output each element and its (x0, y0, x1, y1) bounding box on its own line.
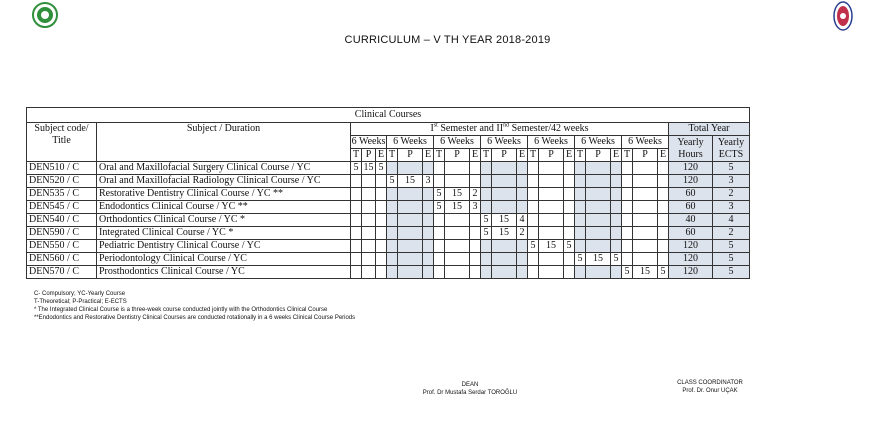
tpe-cell (434, 266, 445, 279)
tpe-cell (434, 175, 445, 188)
tpe-cell (387, 201, 398, 214)
tpe-cell (387, 162, 398, 175)
table-row (27, 240, 750, 253)
tpe-cell (517, 162, 528, 175)
tpe-cell (481, 201, 492, 214)
coordinator-signature (650, 379, 770, 395)
tpe-cell (434, 214, 445, 227)
tpe-cell (470, 175, 481, 188)
course-title: Endodontics Clinical Course / YC ** (97, 201, 351, 214)
yearly-hours: 60 (669, 188, 713, 201)
tpe-cell (423, 227, 434, 240)
tpe-cell (492, 240, 517, 253)
yearly-ects: 5 (713, 266, 750, 279)
tpe-cell: 5 (622, 266, 633, 279)
tpe-cell (539, 201, 564, 214)
tpe-cell (575, 175, 586, 188)
tpe-cell (622, 214, 633, 227)
tpe-label: T (575, 149, 586, 162)
coordinator-role: CLASS COORDINATOR (677, 380, 743, 386)
tpe-cell: 5 (481, 227, 492, 240)
tpe-cell (492, 188, 517, 201)
tpe-cell (398, 214, 423, 227)
yearly-ects: 2 (713, 227, 750, 240)
tpe-cell (376, 240, 387, 253)
course-code: DEN535 / C (27, 188, 97, 201)
tpe-cell (470, 253, 481, 266)
tpe-cell (445, 240, 470, 253)
title-column-header: Subject / Duration (97, 123, 351, 162)
yearly-hours: 120 (669, 162, 713, 175)
tpe-cell (351, 253, 362, 266)
tpe-label: T (434, 149, 445, 162)
tpe-cell (528, 227, 539, 240)
tpe-cell (586, 240, 611, 253)
tpe-cell (528, 175, 539, 188)
tpe-label: E (564, 149, 575, 162)
dean-name: Prof. Dr Mustafa Serdar TOROĞLU (422, 390, 518, 396)
tpe-cell (481, 162, 492, 175)
tpe-label: T (528, 149, 539, 162)
semester-header-text: Semester and II (437, 123, 504, 134)
tpe-cell (517, 266, 528, 279)
tpe-cell (376, 253, 387, 266)
yearly-hours: 60 (669, 201, 713, 214)
yearly-ects: 5 (713, 253, 750, 266)
yearly-ects-header (713, 136, 750, 162)
yearly-ects: 5 (713, 162, 750, 175)
tpe-cell (564, 253, 575, 266)
tpe-cell (481, 253, 492, 266)
tpe-cell (528, 266, 539, 279)
tpe-label: P (445, 149, 470, 162)
tpe-cell (611, 214, 622, 227)
table-row (27, 175, 750, 188)
tpe-cell (376, 175, 387, 188)
tpe-cell (564, 266, 575, 279)
tpe-cell (611, 175, 622, 188)
tpe-cell (387, 240, 398, 253)
tpe-cell (586, 175, 611, 188)
tpe-cell (633, 188, 658, 201)
tpe-cell (398, 188, 423, 201)
tpe-cell (564, 214, 575, 227)
tpe-cell (423, 162, 434, 175)
tpe-cell (586, 188, 611, 201)
university-logo-right (833, 1, 853, 31)
footnote: * The Integrated Clinical Course is a three-week course conducted jointly with the Orthodontics Clinical Course (34, 307, 328, 313)
tpe-cell (517, 240, 528, 253)
course-code: DEN540 / C (27, 214, 97, 227)
tpe-cell (658, 227, 669, 240)
tpe-cell (362, 266, 376, 279)
tpe-cell (481, 266, 492, 279)
tpe-cell (387, 227, 398, 240)
course-title: Oral and Maxillofacial Radiology Clinical Course / YC (97, 175, 351, 188)
tpe-cell (658, 253, 669, 266)
tpe-cell: 15 (445, 188, 470, 201)
tpe-cell: 15 (445, 201, 470, 214)
tpe-cell (586, 201, 611, 214)
tpe-cell (539, 227, 564, 240)
tpe-cell: 2 (517, 227, 528, 240)
tpe-cell (362, 214, 376, 227)
tpe-cell (445, 162, 470, 175)
yearly-hours: 120 (669, 253, 713, 266)
tpe-cell (351, 266, 362, 279)
tpe-cell: 5 (387, 175, 398, 188)
table-row (27, 227, 750, 240)
tpe-cell (445, 175, 470, 188)
tpe-cell (539, 188, 564, 201)
tpe-cell (658, 175, 669, 188)
tpe-cell (351, 201, 362, 214)
tpe-label: E (470, 149, 481, 162)
coordinator-name: Prof. Dr. Onur UÇAK (682, 388, 738, 394)
tpe-cell (622, 201, 633, 214)
tpe-cell (362, 253, 376, 266)
tpe-cell (492, 253, 517, 266)
block-label: 6 Weeks (387, 136, 434, 149)
tpe-cell (398, 162, 423, 175)
tpe-label: P (362, 149, 376, 162)
tpe-cell (362, 227, 376, 240)
tpe-cell (528, 188, 539, 201)
tpe-label: P (539, 149, 564, 162)
tpe-cell (434, 162, 445, 175)
dean-role: DEAN (461, 382, 479, 388)
faculty-logo-left (32, 2, 58, 28)
yearly-hours: 120 (669, 175, 713, 188)
tpe-cell (622, 162, 633, 175)
ordinal-suffix: nd (503, 122, 510, 129)
tpe-cell (633, 175, 658, 188)
tpe-cell (611, 162, 622, 175)
yearly-hours: 120 (669, 240, 713, 253)
tpe-cell (470, 162, 481, 175)
tpe-cell: 15 (363, 162, 374, 173)
footnote: C- Compulsory; YC-Yearly Course (34, 291, 126, 297)
tpe-cell (362, 175, 376, 188)
tpe-cell (611, 266, 622, 279)
tpe-cell (575, 188, 586, 201)
ordinal-suffix: st (433, 122, 438, 129)
course-title: Orthodontics Clinical Course / YC * (97, 214, 351, 227)
tpe-cell (586, 162, 611, 175)
tpe-cell: 5 (611, 253, 622, 266)
curriculum-table (26, 107, 750, 279)
tpe-cell (481, 240, 492, 253)
tpe-cell (633, 253, 658, 266)
tpe-label: P (492, 149, 517, 162)
table-caption: Clinical Courses (27, 108, 750, 123)
tpe-cell (398, 227, 423, 240)
tpe-label: E (517, 149, 528, 162)
tpe-cell: 15 (492, 214, 517, 227)
tpe-cell (575, 201, 586, 214)
tpe-cell (398, 253, 423, 266)
table-row (27, 162, 750, 175)
tpe-cell (434, 227, 445, 240)
semester-header-text: I (430, 123, 434, 134)
course-title: Restorative Dentistry Clinical Course / YC ** (97, 188, 351, 201)
tpe-cell (470, 266, 481, 279)
tpe-cell (492, 201, 517, 214)
tpe-cell (658, 240, 669, 253)
tpe-cell (470, 214, 481, 227)
tpe-cell: 5 (564, 240, 575, 253)
tpe-cell (622, 253, 633, 266)
tpe-cell: 5 (528, 240, 539, 253)
course-title: Prosthodontics Clinical Course / YC (97, 266, 351, 279)
tpe-cell (434, 253, 445, 266)
table-row (27, 201, 750, 214)
tpe-cell (362, 188, 376, 201)
semester-header-text: Semester/42 weeks (509, 123, 589, 134)
tpe-cell (423, 240, 434, 253)
tpe-cell (539, 162, 564, 175)
tpe-cell (575, 227, 586, 240)
tpe-cell: 15 (492, 227, 517, 240)
tpe-cell (539, 253, 564, 266)
tpe-cell (376, 266, 387, 279)
yearly-ects: 5 (713, 240, 750, 253)
tpe-cell (445, 227, 470, 240)
tpe-cell (633, 240, 658, 253)
course-code: DEN510 / C (27, 162, 97, 175)
footnote: T-Theoretical; P-Practical; E-ECTS (34, 299, 127, 305)
block-label: 6 Weeks (528, 136, 575, 149)
block-label: 6 Weeks (575, 136, 622, 149)
tpe-label: E (658, 149, 669, 162)
tpe-cell: 3 (470, 201, 481, 214)
yearly-hours-label-line: Hours (678, 148, 703, 160)
tpe-label: T (481, 149, 492, 162)
tpe-cell (445, 266, 470, 279)
tpe-cell (470, 240, 481, 253)
tpe-cell (376, 201, 387, 214)
tpe-cell (517, 175, 528, 188)
tpe-cell (575, 240, 586, 253)
tpe-cell (362, 201, 376, 214)
tpe-cell (575, 266, 586, 279)
course-title: Periodontology Clinical Course / YC (97, 253, 351, 266)
tpe-cell (445, 253, 470, 266)
tpe-cell (492, 266, 517, 279)
tpe-cell (539, 175, 564, 188)
tpe-cell (376, 214, 387, 227)
tpe-cell (387, 188, 398, 201)
tpe-cell: 5 (434, 188, 445, 201)
tpe-cell (611, 240, 622, 253)
tpe-cell: 4 (517, 214, 528, 227)
tpe-cell (658, 188, 669, 201)
tpe-cell (398, 240, 423, 253)
tpe-cell (575, 214, 586, 227)
yearly-hours-header (669, 136, 713, 162)
tpe-cell (528, 253, 539, 266)
course-code: DEN560 / C (27, 253, 97, 266)
tpe-cell (470, 227, 481, 240)
tpe-cell (351, 240, 362, 253)
tpe-cell (362, 240, 376, 253)
course-code: DEN550 / C (27, 240, 97, 253)
tpe-label: T (622, 149, 633, 162)
tpe-cell: 5 (481, 214, 492, 227)
tpe-cell (423, 188, 434, 201)
tpe-cell (398, 266, 423, 279)
tpe-cell (387, 214, 398, 227)
block-label: 6 Weeks (351, 136, 386, 147)
tpe-cell (586, 266, 611, 279)
tpe-cell (622, 188, 633, 201)
tpe-label: E (423, 149, 434, 162)
tpe-cell (564, 188, 575, 201)
tpe-cell (564, 175, 575, 188)
tpe-cell (622, 240, 633, 253)
semester-header (351, 123, 669, 136)
tpe-cell (351, 175, 362, 188)
tpe-cell (528, 162, 539, 175)
tpe-cell (622, 227, 633, 240)
tpe-cell (564, 162, 575, 175)
tpe-cell (611, 227, 622, 240)
tpe-cell (633, 162, 658, 175)
course-title: Oral and Maxillofacial Surgery Clinical Course / YC (97, 162, 351, 175)
block-label: 6 Weeks (622, 136, 669, 149)
table-row (27, 188, 750, 201)
tpe-cell (633, 227, 658, 240)
tpe-label: P (398, 149, 423, 162)
tpe-cell (376, 188, 387, 201)
tpe-cell (611, 188, 622, 201)
yearly-ects: 3 (713, 201, 750, 214)
tpe-cell (517, 253, 528, 266)
tpe-cell (539, 266, 564, 279)
tpe-cell (633, 214, 658, 227)
table-row (27, 266, 750, 279)
tpe-label: E (611, 149, 622, 162)
tpe-cell (528, 201, 539, 214)
tpe-label: P (586, 149, 611, 162)
tpe-cell: 15 (398, 175, 423, 188)
yearly-hours: 60 (669, 227, 713, 240)
tpe-cell: 15 (586, 253, 611, 266)
block-label: 6 Weeks (434, 136, 481, 149)
yearly-ects: 2 (713, 188, 750, 201)
dean-signature (400, 381, 540, 397)
tpe-cell (351, 214, 362, 227)
tpe-cell (398, 201, 423, 214)
tpe-cell (658, 162, 669, 175)
tpe-cell: 5 (434, 201, 445, 214)
tpe-cell: 5 (658, 266, 669, 279)
tpe-cell (481, 175, 492, 188)
course-code: DEN520 / C (27, 175, 97, 188)
tpe-cell (517, 188, 528, 201)
yearly-ects: 3 (713, 175, 750, 188)
total-year-header: Total Year (669, 123, 750, 136)
tpe-cell: 5 (575, 253, 586, 266)
footnote: **Endodontics and Restorative Dentistry Clinical Courses are conducted rotationally in a 6 weeks Clinical Course Periods (34, 315, 356, 321)
tpe-cell (423, 201, 434, 214)
course-code: DEN590 / C (27, 227, 97, 240)
tpe-label: T (387, 149, 398, 162)
tpe-label: E (376, 149, 387, 162)
tpe-cell (351, 227, 362, 240)
tpe-cell (445, 214, 470, 227)
tpe-cell: 15 (633, 266, 658, 279)
tpe-cell: 5 (351, 162, 362, 175)
tpe-cell (423, 253, 434, 266)
yearly-ects: 4 (713, 214, 750, 227)
tpe-cell (564, 227, 575, 240)
tpe-cell (611, 201, 622, 214)
course-title: Integrated Clinical Course / YC * (97, 227, 351, 240)
tpe-cell: 5 (376, 162, 387, 175)
course-title: Pediatric Dentistry Clinical Course / YC (97, 240, 351, 253)
tpe-cell (492, 162, 517, 175)
tpe-cell: 3 (423, 175, 434, 188)
yearly-hours-label-line: Yearly (677, 136, 704, 148)
tpe-cell (376, 227, 387, 240)
tpe-cell (351, 188, 362, 201)
tpe-cell (481, 188, 492, 201)
yearly-hours: 120 (669, 266, 713, 279)
tpe-cell (622, 175, 633, 188)
tpe-cell (586, 214, 611, 227)
tpe-cell (633, 201, 658, 214)
tpe-cell (387, 253, 398, 266)
tpe-cell (492, 175, 517, 188)
tpe-cell (528, 214, 539, 227)
table-row (27, 214, 750, 227)
yearly-ects-label-line: Yearly (717, 136, 745, 148)
yearly-hours: 40 (669, 214, 713, 227)
course-code: DEN545 / C (27, 201, 97, 214)
tpe-cell (564, 201, 575, 214)
tpe-label: T (351, 149, 362, 162)
footnotes (34, 290, 355, 322)
document-title: CURRICULUM – V TH YEAR 2018-2019 (344, 34, 551, 46)
tpe-label: P (633, 149, 658, 162)
course-code: DEN570 / C (27, 266, 97, 279)
tpe-cell (387, 266, 398, 279)
tpe-cell (586, 227, 611, 240)
tpe-cell (434, 240, 445, 253)
tpe-cell: 2 (470, 188, 481, 201)
tpe-cell (539, 214, 564, 227)
tpe-cell (423, 214, 434, 227)
tpe-cell (658, 214, 669, 227)
code-column-header: Subject code/ Title (27, 123, 97, 162)
tpe-cell: 15 (539, 240, 564, 253)
tpe-cell (423, 266, 434, 279)
yearly-ects-label-line: ECTS (718, 148, 744, 160)
block-label: 6 Weeks (481, 136, 528, 149)
table-row (27, 253, 750, 266)
tpe-cell (517, 201, 528, 214)
tpe-cell (575, 162, 586, 175)
tpe-cell (658, 201, 669, 214)
